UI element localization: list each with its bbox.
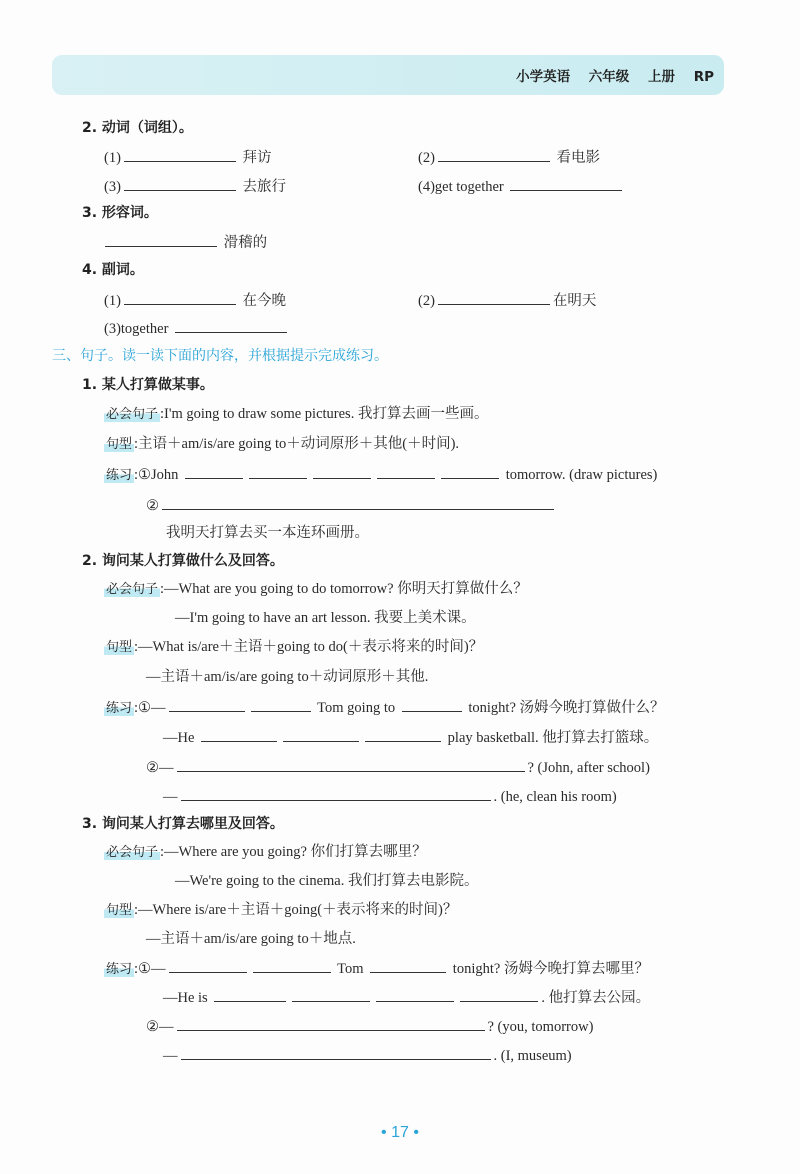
pattern-text: :—Where is/are＋主语＋going(＋表示将来的时间)？ <box>134 902 458 918</box>
part-3-pattern <box>104 899 457 921</box>
practice-text: tonight? 汤姆今晚打算去哪里？ <box>452 961 649 977</box>
part-3-must <box>104 841 427 863</box>
verb-item-4 <box>418 175 625 197</box>
practice-label: 练习 <box>106 962 133 977</box>
practice-text: :①John <box>134 467 179 483</box>
answer-blank[interactable] <box>185 463 243 479</box>
practice-text: Tom going to <box>317 700 396 716</box>
adverb-item-3 <box>104 317 290 339</box>
answer-blank[interactable] <box>124 175 236 191</box>
answer-blank[interactable] <box>124 289 236 305</box>
answer-blank[interactable] <box>376 986 454 1002</box>
must-label: 必会句子 <box>106 407 159 422</box>
must-label: 必会句子 <box>106 845 159 860</box>
answer-blank[interactable] <box>181 1044 491 1060</box>
page-header <box>502 65 714 85</box>
practice-label: 练习 <box>106 468 133 483</box>
part-3-must-2: —We're going to the cinema. 我们打算去电影院。 <box>175 873 479 889</box>
answer-blank[interactable] <box>510 175 622 191</box>
answer-blank[interactable] <box>175 317 287 333</box>
answer-blank[interactable] <box>169 696 245 712</box>
header-edition: RP <box>693 69 714 85</box>
practice-text: ? (you, tomorrow) <box>487 1019 594 1035</box>
item-num: (3)together <box>104 321 169 337</box>
item-num: (2) <box>418 293 435 309</box>
part-3-practice-1 <box>104 957 649 979</box>
part-3-pattern-2: —主语＋am/is/are going to＋地点. <box>146 931 356 947</box>
verb-item-3 <box>104 175 286 197</box>
section-3-title: 三、句子。读一读下面的内容，并根据提示完成练习。 <box>52 348 388 364</box>
practice-text: :①— <box>134 700 166 716</box>
answer-blank[interactable] <box>313 463 371 479</box>
header-subject: 小学英语 <box>516 69 571 85</box>
header-grade: 六年级 <box>588 69 630 85</box>
item-hint: 在今晚 <box>242 293 287 309</box>
part-1-practice-1 <box>104 463 657 485</box>
must-sentence: :—What are you going to do tomorrow? 你明天打算做什么？ <box>160 581 528 597</box>
answer-blank[interactable] <box>177 756 525 772</box>
practice-text: . (I, museum) <box>493 1048 572 1064</box>
practice-text: . 他打算去公园。 <box>541 990 651 1006</box>
answer-blank[interactable] <box>251 696 311 712</box>
answer-blank[interactable] <box>438 289 550 305</box>
part-3-practice-1b <box>163 986 650 1008</box>
part-2-pattern-2: —主语＋am/is/are going to＋动词原形＋其他. <box>146 669 429 685</box>
practice-num: ② <box>146 498 159 514</box>
verb-item-1 <box>104 146 272 168</box>
must-sentence: :I'm going to draw some pictures. 我打算去画一些画。 <box>160 406 489 422</box>
answer-blank[interactable] <box>162 494 554 510</box>
part-2-practice-2b <box>163 785 617 807</box>
answer-blank[interactable] <box>365 726 441 742</box>
adverbs-title: 4. 副词。 <box>82 262 144 278</box>
answer-blank[interactable] <box>402 696 462 712</box>
part-2-practice-1b <box>163 726 658 748</box>
pattern-text: :—What is/are＋主语＋going to do(＋表示将来的时间)？ <box>134 639 484 655</box>
adjective-item-1 <box>102 231 267 253</box>
item-hint: 看电影 <box>556 150 601 166</box>
practice-label: 练习 <box>106 701 133 716</box>
answer-blank[interactable] <box>177 1015 485 1031</box>
item-num: (4)get together <box>418 179 504 195</box>
part-2-must-2: —I'm going to have an art lesson. 我要上美术课。 <box>175 610 476 626</box>
verbs-title: 2. 动词（词组）。 <box>82 120 193 136</box>
practice-text: :①— <box>134 961 166 977</box>
practice-text: —He is <box>163 990 208 1006</box>
practice-text: Tom <box>337 961 364 977</box>
part-3-practice-2b <box>163 1044 572 1066</box>
must-label: 必会句子 <box>106 582 159 597</box>
pattern-label: 句型 <box>106 640 133 655</box>
answer-blank[interactable] <box>460 986 538 1002</box>
item-hint: 去旅行 <box>242 179 287 195</box>
practice-text: ②— <box>146 760 174 776</box>
adverb-item-1 <box>104 289 286 311</box>
practice-text: tonight? 汤姆今晚打算做什么？ <box>468 700 665 716</box>
part-2-pattern <box>104 636 483 658</box>
practice-text: tomorrow. (draw pictures) <box>505 467 658 483</box>
must-sentence: :—Where are you going? 你们打算去哪里？ <box>160 844 427 860</box>
item-hint: 滑稽的 <box>223 235 268 251</box>
answer-blank[interactable] <box>438 146 550 162</box>
answer-blank[interactable] <box>377 463 435 479</box>
adverb-item-2 <box>418 289 596 311</box>
item-hint: 拜访 <box>242 150 272 166</box>
practice-text: — <box>163 1048 178 1064</box>
item-num: (2) <box>418 150 435 166</box>
practice-text: ? (John, after school) <box>527 760 650 776</box>
adjectives-title: 3. 形容词。 <box>82 205 158 221</box>
answer-blank[interactable] <box>249 463 307 479</box>
pattern-text: :主语＋am/is/are going to＋动词原形＋其他(＋时间). <box>134 436 460 452</box>
page-number: • 17 • <box>381 1124 419 1141</box>
answer-blank[interactable] <box>253 957 331 973</box>
part-3-practice-2 <box>146 1015 593 1037</box>
part-1-must <box>104 403 488 425</box>
part-1-title: 1. 某人打算做某事。 <box>82 377 214 393</box>
part-2-practice-1 <box>104 696 665 718</box>
answer-blank[interactable] <box>214 986 286 1002</box>
item-num: (1) <box>104 150 121 166</box>
answer-blank[interactable] <box>370 957 446 973</box>
verb-item-2 <box>418 146 600 168</box>
practice-text: — <box>163 789 178 805</box>
part-1-practice-2 <box>146 494 557 516</box>
answer-blank[interactable] <box>169 957 247 973</box>
part-2-practice-2 <box>146 756 650 778</box>
practice-text: play basketball. 他打算去打篮球。 <box>447 730 659 746</box>
practice-text: ②— <box>146 1019 174 1035</box>
part-3-title: 3. 询问某人打算去哪里及回答。 <box>82 816 284 832</box>
part-1-pattern <box>104 433 459 455</box>
answer-blank[interactable] <box>201 726 277 742</box>
part-2-title: 2. 询问某人打算做什么及回答。 <box>82 553 284 569</box>
part-2-must <box>104 578 528 600</box>
pattern-label: 句型 <box>106 903 133 918</box>
answer-blank[interactable] <box>181 785 491 801</box>
practice-text: —He <box>163 730 195 746</box>
item-num: (1) <box>104 293 121 309</box>
answer-blank[interactable] <box>292 986 370 1002</box>
answer-blank[interactable] <box>283 726 359 742</box>
pattern-label: 句型 <box>106 437 133 452</box>
item-hint: 在明天 <box>552 293 597 309</box>
item-num: (3) <box>104 179 121 195</box>
header-volume: 上册 <box>648 69 675 85</box>
practice-text: . (he, clean his room) <box>493 789 617 805</box>
part-1-practice-2-hint: 我明天打算去买一本连环画册。 <box>166 525 369 541</box>
answer-blank[interactable] <box>105 231 217 247</box>
answer-blank[interactable] <box>124 146 236 162</box>
answer-blank[interactable] <box>441 463 499 479</box>
